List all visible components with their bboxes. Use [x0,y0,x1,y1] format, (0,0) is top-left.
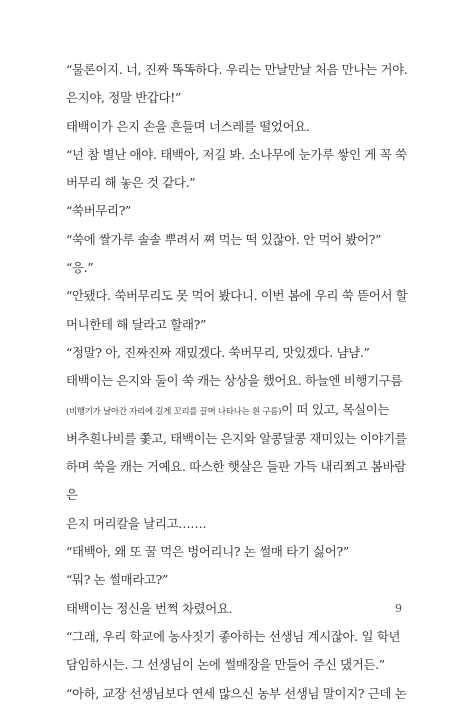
paragraph-14: “그래, 우리 학교에 농사짓기 좋아하는 선생님 계시잖아. 일 학년 담임하시는. 그 선생님이 논에 썰매장을 만들어 주신 댔거든.” [66,628,401,673]
footnote-gloss: (비행기가 날아간 자리에 길게 꼬리를 끌며 나타나는 흰 구름) [66,405,282,416]
paragraph-10 [66,396,410,538]
paragraph-12: “뭐? 논 썰매라고?” [66,572,169,588]
paragraph-4: “쑥버무리?” [66,203,132,219]
paragraph-13: 태백이는 정신을 번쩍 차렸어요. [66,600,233,616]
paragraph-8: “정말? 아, 진짜진짜 재밌겠다. 쑥버무리, 맛있겠다. 냠냠.” [66,344,370,360]
paragraph-3: “넌 참 별난 애야. 태백아, 저길 봐. 소나무에 눈가루 쌓인 게 꼭 쑥 버무리 해 놓은 것 같다.” [66,146,407,191]
paragraph-10-text: 이 떠 있고, 목실이는 벼추흰나비를 쫓고, 태백이는 은지와 알콩달콩 재미있는 이야기를 하며 쑥을 캐는 거예요. 따스한 햇살은 들판 가득 내리쬐고 봄바람은 은지 머리칼을 날리고……. [66,401,407,531]
body-text [66,56,410,708]
page-number: 9 [395,602,402,615]
paragraph-2: 태백이가 은지 손을 흔들며 너스레를 떨었어요. [66,118,310,134]
paragraph-7: “안됐다. 쑥버무리도 못 먹어 봤다니. 이번 봄에 우리 쑥 뜯어서 할 머니한테 해 달라고 할래?” [66,288,408,332]
paragraph-1: “물론이지. 너, 진짜 똑똑하다. 우리는 만날만날 처음 만나는 거야. 은지야, 정말 반갑다!” [66,62,408,106]
paragraph-9: 태백이는 은지와 둘이 쑥 캐는 상상을 했어요. 하늘엔 비행기구름 [66,373,403,389]
paragraph-6: “응.” [66,260,94,276]
paragraph-11: “태백아, 왜 또 꿀 먹은 벙어리니? 논 썰매 타기 싫어?” [66,544,349,560]
paragraph-5: “쑥에 쌀가루 솔솔 뿌려서 쪄 먹는 떡 있잖아. 안 먹어 봤어?” [66,231,382,247]
paragraph-15: “아하, 교장 선생님보다 연세 많으신 농부 선생님 말이지? 근데 논 [66,685,407,701]
